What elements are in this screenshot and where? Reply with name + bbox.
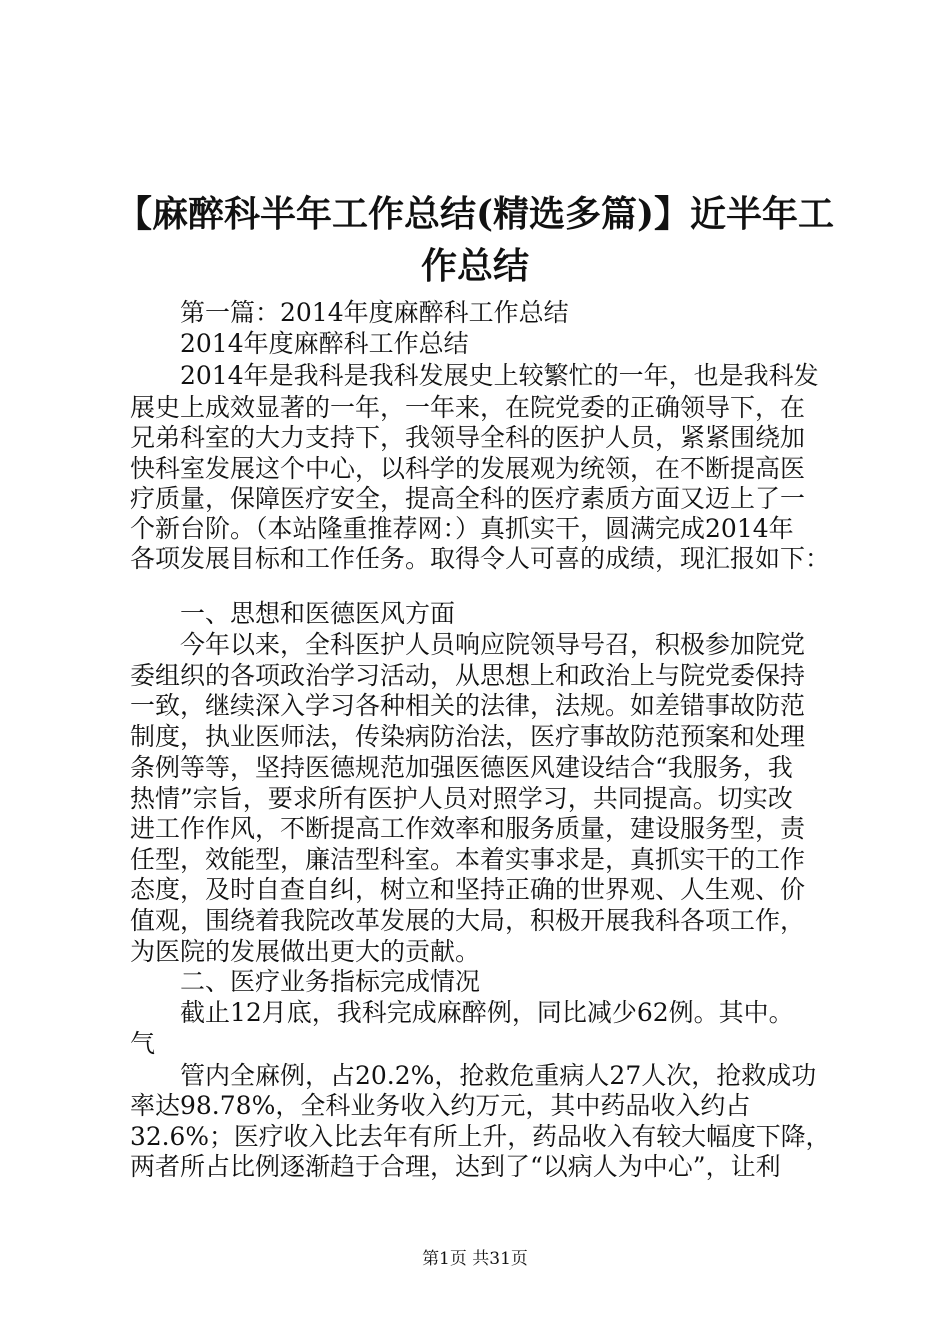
- section-heading: 二、医疗业务指标完成情况: [180, 967, 481, 996]
- document-title-line-2: 作总结: [420, 245, 529, 287]
- paragraph-line: 制度，执业医师法，传染病防治法，医疗事故防范预案和处理: [130, 722, 806, 751]
- paragraph-line: 两者所占比例逐渐趋于合理，达到了“以病人为中心”，让利: [130, 1152, 781, 1181]
- page-footer: 第1页 共31页: [422, 1249, 528, 1269]
- paragraph-line: 2014年是我科是我科发展史上较繁忙的一年，也是我科发: [180, 361, 819, 390]
- paragraph-line: 个新台阶。（本站隆重推荐网：）真抓实干，圆满完成2014年: [130, 514, 794, 543]
- paragraph-line: 进工作作风，不断提高工作效率和服务质量，建设服务型，责: [130, 814, 806, 843]
- paragraph-line: 截止12月底，我科完成麻醉例，同比减少62例。其中。: [180, 998, 794, 1027]
- paragraph-line: 一致，继续深入学习各种相关的法律，法规。如差错事故防范: [130, 691, 806, 720]
- subtitle-line: 2014年度麻醉科工作总结: [180, 329, 469, 358]
- section-heading: 一、思想和医德医风方面: [180, 599, 456, 628]
- section-heading: 第一篇：2014年度麻醉科工作总结: [180, 298, 569, 327]
- paragraph-line: 值观，围绕着我院改革发展的大局，积极开展我科各项工作，: [130, 906, 806, 935]
- paragraph-line: 任型，效能型，廉洁型科室。本着实事求是，真抓实干的工作: [130, 845, 806, 874]
- paragraph-line: 32.6%；医疗收入比去年有所上升，药品收入有较大幅度下降，: [130, 1122, 831, 1151]
- paragraph-line: 条例等等，坚持医德规范加强医德医风建设结合“我服务，我: [130, 753, 793, 782]
- paragraph-line: 兄弟科室的大力支持下，我领导全科的医护人员，紧紧围绕加: [130, 423, 806, 452]
- paragraph-line: 展史上成效显著的一年，一年来，在院党委的正确领导下，在: [130, 393, 806, 422]
- paragraph-line: 为医院的发展做出更大的贡献。: [130, 937, 481, 966]
- paragraph-line: 各项发展目标和工作任务。取得令人可喜的成绩，现汇报如下：: [130, 544, 831, 573]
- document-title-line-1: 【麻醉科半年工作总结(精选多篇)】近半年工: [115, 193, 835, 235]
- paragraph-line: 气: [130, 1029, 156, 1058]
- paragraph-line: 态度，及时自查自纠，树立和坚持正确的世界观、人生观、价: [130, 875, 806, 904]
- paragraph-line: 快科室发展这个中心，以科学的发展观为统领，在不断提高医: [130, 454, 806, 483]
- paragraph-line: 今年以来，全科医护人员响应院领导号召，积极参加院党: [180, 630, 806, 659]
- paragraph-line: 热情”宗旨，要求所有医护人员对照学习，共同提高。切实改: [130, 784, 793, 813]
- paragraph-line: 疗质量，保障医疗安全，提高全科的医疗素质方面又迈上了一: [130, 484, 806, 513]
- paragraph-line: 管内全麻例，占20.2%，抢救危重病人27人次，抢救成功: [180, 1061, 817, 1090]
- paragraph-line: 率达98.78%，全科业务收入约万元，其中药品收入约占: [130, 1091, 751, 1120]
- paragraph-line: 委组织的各项政治学习活动，从思想上和政治上与院党委保持: [130, 661, 806, 690]
